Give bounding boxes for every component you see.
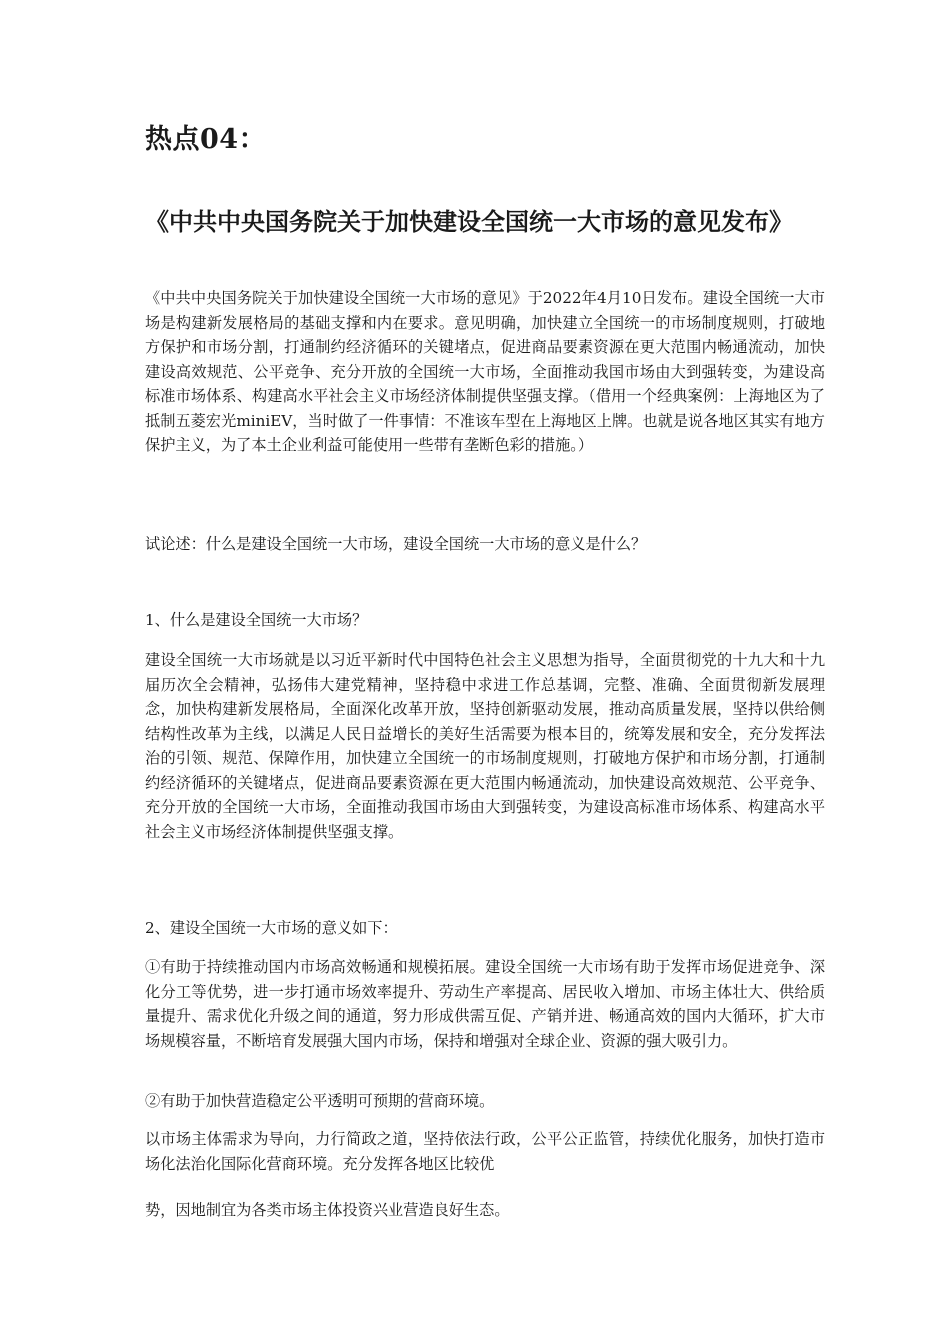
section-1-body: 建设全国统一大市场就是以习近平新时代中国特色社会主义思想为指导，全面贯彻党的十九大和十九届历次全会精神，弘扬伟大建党精神，坚持稳中求进工作总基调，完整、准确、全面贯彻新发展理念，加快构建新发展格局，全面深化改革开放，坚持创新驱动发展，推动高质量发展，坚持以供给侧结构性改革为主线，以满足人民日益增长的美好生活需要为根本目的，统筹发展和安全，充分发挥法治的引领、规范、保障作用，加快建立全国统一的市场制度规则，打破地方保护和市场分割，打通制约经济循环的关键堵点，促进商品要素资源在更大范围内畅通流动，加快建设高效规范、公平竞争、充分开放的全国统一大市场，全面推动我国市场由大到强转变，为建设高标准市场体系、构建高水平社会主义市场经济体制提供坚强支撑。: [145, 651, 825, 841]
intro-paragraph: 《中共中央国务院关于加快建设全国统一大市场的意见》于2022年4月10日发布。建设全国统一大市场是构建新发展格局的基础支撑和内在要求。意见明确，加快建立全国统一的市场制度规则，打破地方保护和市场分割，打通制约经济循环的关键堵点，促进商品要素资源在更大范围内畅通流动，加快建设高效规范、公平竞争、充分开放的全国统一大市场，全面推动我国市场由大到强转变，为建设高标准市场体系、构建高水平社会主义市场经济体制提供坚强支撑。（借用一个经典案例：上海地区为了抵制五菱宏光miniEV，当时做了一件事情：不准该车型在上海地区上牌。也就是说各地区其实有地方保护主义，为了本土企业利益可能使用一些带有垄断色彩的措施。）: [145, 289, 825, 454]
section-2-point-1: ①有助于持续推动国内市场高效畅通和规模拓展。建设全国统一大市场有助于发挥市场促进竞争、深化分工等优势，进一步打通市场效率提升、劳动生产率提高、居民收入增加、市场主体壮大、供给质量提升、需求优化升级之间的通道，努力形成供需互促、产销并进、畅通高效的国内大循环，扩大市场规模容量，不断培育发展强大国内市场，保持和增强对全球企业、资源的强大吸引力。: [145, 958, 825, 1050]
document-title: 《中共中央国务院关于加快建设全国统一大市场的意见发布》: [145, 207, 793, 236]
discussion-question: 试论述：什么是建设全国统一大市场，建设全国统一大市场的意义是什么？: [145, 535, 647, 553]
section-2-point-2-heading: ②有助于加快营造稳定公平透明可预期的营商环境。: [145, 1092, 495, 1110]
section-2-point-2-continued: 势，因地制宜为各类市场主体投资兴业营造良好生态。: [145, 1201, 510, 1219]
section-2-heading: 2、建设全国统一大市场的意义如下：: [145, 919, 398, 937]
hot-topic-label: 热点04：: [145, 124, 267, 155]
section-1-heading: 1、什么是建设全国统一大市场？: [145, 611, 368, 629]
section-2-point-2-body: 以市场主体需求为导向，力行简政之道，坚持依法行政，公平公正监管，持续优化服务，加快打造市场化法治化国际化营商环境。充分发挥各地区比较优: [145, 1130, 825, 1173]
